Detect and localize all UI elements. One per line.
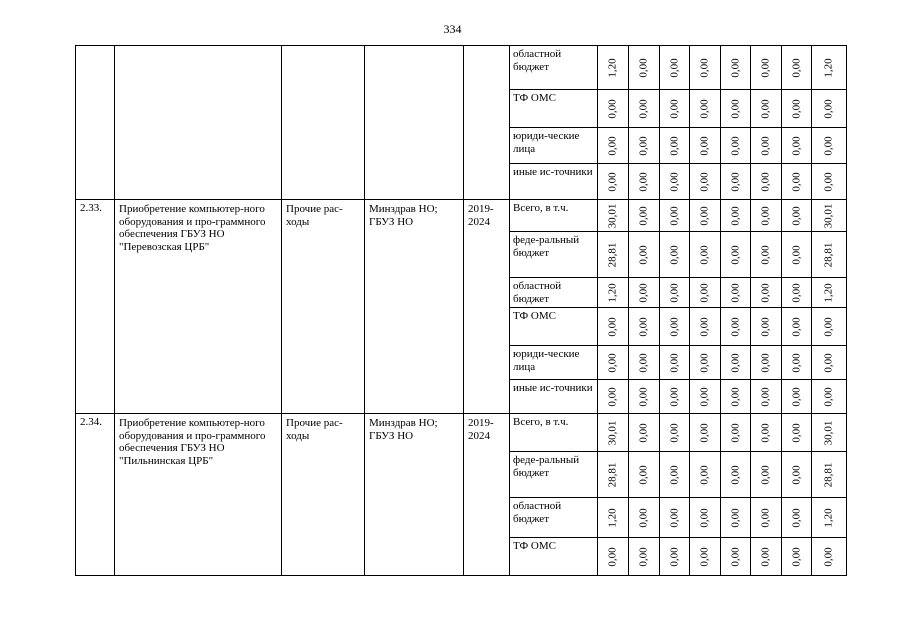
value-cell xyxy=(812,414,847,452)
value-text: 0,00 xyxy=(698,135,711,156)
value-text: 0,00 xyxy=(729,244,741,265)
value-cell xyxy=(721,498,751,538)
value-cell xyxy=(812,380,847,414)
value-text: 0,00 xyxy=(822,546,835,567)
value-cell xyxy=(660,128,690,164)
value-cell xyxy=(751,308,782,346)
value-text: 0,00 xyxy=(759,171,772,192)
value-cell xyxy=(660,232,690,278)
value-text: 0,00 xyxy=(698,57,711,78)
page-number: 334 xyxy=(443,22,462,36)
value-text: 1,20 xyxy=(822,507,835,528)
value-cell xyxy=(751,278,782,308)
value-text: 0,00 xyxy=(759,135,772,156)
value-cell xyxy=(812,90,847,128)
value-cell xyxy=(782,90,812,128)
value-text: 0,00 xyxy=(637,57,650,78)
value-cell xyxy=(782,380,812,414)
value-text: 0,00 xyxy=(606,386,619,407)
value-cell xyxy=(629,200,660,232)
value-text: 0,00 xyxy=(637,316,650,337)
value-cell xyxy=(751,164,782,200)
value-text: 0,00 xyxy=(790,282,802,303)
value-text: 0,00 xyxy=(698,352,711,373)
value-cell xyxy=(690,278,721,308)
value-text: 0,00 xyxy=(729,316,741,337)
value-text: 0,00 xyxy=(637,135,650,156)
item-name-cell: Приобретение компьютер-ного оборудования и про-граммного обеспечения ГБУЗ НО "Перевозская ЦРБ" xyxy=(115,200,282,414)
value-cell xyxy=(782,308,812,346)
value-cell xyxy=(660,278,690,308)
value-text: 0,00 xyxy=(790,171,802,192)
value-text: 30,01 xyxy=(822,203,835,228)
value-text: 0,00 xyxy=(729,386,741,407)
funding-source-cell: юриди-ческие лица xyxy=(510,346,598,380)
value-cell xyxy=(598,128,629,164)
value-cell xyxy=(660,90,690,128)
value-cell xyxy=(782,538,812,576)
value-cell xyxy=(782,452,812,498)
value-cell xyxy=(812,308,847,346)
value-cell xyxy=(629,452,660,498)
budget-table xyxy=(75,45,847,576)
value-cell xyxy=(812,538,847,576)
value-text: 0,00 xyxy=(790,205,802,226)
funding-source-cell: Всего, в т.ч. xyxy=(510,200,598,232)
value-cell xyxy=(598,200,629,232)
value-cell xyxy=(782,46,812,90)
executor-cell: Минздрав НО; ГБУЗ НО xyxy=(365,414,464,576)
value-cell xyxy=(598,498,629,538)
value-text: 28,81 xyxy=(822,242,835,267)
value-cell xyxy=(751,538,782,576)
value-cell xyxy=(629,498,660,538)
value-cell xyxy=(812,200,847,232)
value-cell xyxy=(598,452,629,498)
value-cell xyxy=(598,46,629,90)
value-text: 0,00 xyxy=(759,98,772,119)
value-text: 0,00 xyxy=(790,464,802,485)
expense-type-cell xyxy=(282,46,365,200)
value-cell xyxy=(690,538,721,576)
funding-source-cell: ТФ ОМС xyxy=(510,90,598,128)
value-cell xyxy=(721,452,751,498)
value-text: 0,00 xyxy=(759,422,772,443)
value-cell xyxy=(782,128,812,164)
item-number-cell: 2.33. xyxy=(76,200,115,414)
value-text: 0,00 xyxy=(606,316,619,337)
funding-source-cell: феде-ральный бюджет xyxy=(510,232,598,278)
value-cell xyxy=(812,164,847,200)
period-cell: 2019-2024 xyxy=(464,200,510,414)
item-name-cell xyxy=(115,46,282,200)
value-text: 0,00 xyxy=(698,98,711,119)
value-text: 1,20 xyxy=(822,57,835,78)
value-text: 0,00 xyxy=(668,205,680,226)
value-text: 0,00 xyxy=(759,282,772,303)
value-text: 0,00 xyxy=(637,282,650,303)
value-text: 0,00 xyxy=(637,352,650,373)
value-cell xyxy=(598,414,629,452)
value-text: 0,00 xyxy=(606,171,619,192)
value-cell xyxy=(782,200,812,232)
value-cell xyxy=(751,46,782,90)
funding-source-cell: Всего, в т.ч. xyxy=(510,414,598,452)
value-cell xyxy=(690,200,721,232)
value-cell xyxy=(721,414,751,452)
value-text: 0,00 xyxy=(668,316,680,337)
value-text: 0,00 xyxy=(729,352,741,373)
value-cell xyxy=(812,346,847,380)
item-name-cell: Приобретение компьютер-ного оборудования и про-граммного обеспечения ГБУЗ НО "Пильнинская ЦРБ" xyxy=(115,414,282,576)
value-cell xyxy=(782,414,812,452)
value-text: 0,00 xyxy=(729,422,741,443)
value-text: 0,00 xyxy=(698,507,711,528)
value-cell xyxy=(690,346,721,380)
value-text: 0,00 xyxy=(790,422,802,443)
value-text: 0,00 xyxy=(668,352,680,373)
value-cell xyxy=(660,308,690,346)
value-text: 0,00 xyxy=(668,98,680,119)
value-text: 0,00 xyxy=(668,282,680,303)
value-cell xyxy=(629,346,660,380)
value-text: 0,00 xyxy=(637,422,650,443)
value-text: 0,00 xyxy=(729,546,741,567)
value-text: 0,00 xyxy=(759,386,772,407)
value-cell xyxy=(812,232,847,278)
value-text: 0,00 xyxy=(698,464,711,485)
value-cell xyxy=(690,90,721,128)
value-text: 0,00 xyxy=(759,244,772,265)
value-text: 28,81 xyxy=(606,462,619,487)
value-cell xyxy=(721,128,751,164)
value-cell xyxy=(660,200,690,232)
value-text: 0,00 xyxy=(822,171,835,192)
value-cell xyxy=(782,232,812,278)
value-text: 0,00 xyxy=(759,507,772,528)
funding-source-cell: областной бюджет xyxy=(510,46,598,90)
value-text: 0,00 xyxy=(822,98,835,119)
value-text: 0,00 xyxy=(790,244,802,265)
value-text: 0,00 xyxy=(668,386,680,407)
value-cell xyxy=(721,90,751,128)
value-cell xyxy=(629,380,660,414)
value-cell xyxy=(690,308,721,346)
value-text: 30,01 xyxy=(822,420,835,445)
value-text: 0,00 xyxy=(790,546,802,567)
value-text: 0,00 xyxy=(668,135,680,156)
value-text: 0,00 xyxy=(637,98,650,119)
funding-source-cell: иные ис-точники xyxy=(510,164,598,200)
period-cell xyxy=(464,46,510,200)
value-text: 0,00 xyxy=(790,98,802,119)
value-text: 0,00 xyxy=(698,282,711,303)
value-cell xyxy=(751,90,782,128)
value-cell xyxy=(751,232,782,278)
value-cell xyxy=(660,46,690,90)
value-cell xyxy=(629,128,660,164)
executor-cell xyxy=(365,46,464,200)
value-cell xyxy=(690,498,721,538)
value-cell xyxy=(751,128,782,164)
value-cell xyxy=(812,278,847,308)
value-text: 0,00 xyxy=(637,464,650,485)
value-cell xyxy=(598,90,629,128)
value-cell xyxy=(782,498,812,538)
value-cell xyxy=(812,452,847,498)
value-cell xyxy=(629,46,660,90)
period-cell: 2019-2024 xyxy=(464,414,510,576)
value-text: 0,00 xyxy=(606,135,619,156)
value-text: 0,00 xyxy=(729,57,741,78)
value-cell xyxy=(598,308,629,346)
value-cell xyxy=(721,200,751,232)
value-text: 0,00 xyxy=(668,171,680,192)
value-cell xyxy=(751,200,782,232)
value-cell xyxy=(598,164,629,200)
table-row xyxy=(76,200,847,232)
value-cell xyxy=(690,380,721,414)
value-text: 0,00 xyxy=(668,57,680,78)
value-cell xyxy=(812,46,847,90)
value-text: 0,00 xyxy=(759,205,772,226)
value-text: 0,00 xyxy=(790,386,802,407)
item-number-cell xyxy=(76,46,115,200)
value-text: 1,20 xyxy=(606,282,619,303)
value-cell xyxy=(690,232,721,278)
value-text: 0,00 xyxy=(822,316,835,337)
funding-source-cell: юриди-ческие лица xyxy=(510,128,598,164)
value-text: 0,00 xyxy=(822,352,835,373)
value-cell xyxy=(660,164,690,200)
value-text: 0,00 xyxy=(668,244,680,265)
funding-source-cell: областной бюджет xyxy=(510,498,598,538)
value-text: 28,81 xyxy=(606,242,619,267)
value-cell xyxy=(690,128,721,164)
value-text: 0,00 xyxy=(668,546,680,567)
value-cell xyxy=(782,278,812,308)
funding-source-cell: ТФ ОМС xyxy=(510,538,598,576)
value-text: 0,00 xyxy=(729,171,741,192)
value-text: 0,00 xyxy=(790,352,802,373)
value-cell xyxy=(629,308,660,346)
value-cell xyxy=(751,498,782,538)
value-cell xyxy=(721,46,751,90)
value-text: 0,00 xyxy=(759,57,772,78)
value-cell xyxy=(660,346,690,380)
value-text: 0,00 xyxy=(698,386,711,407)
value-text: 30,01 xyxy=(606,420,619,445)
value-cell xyxy=(660,498,690,538)
value-text: 0,00 xyxy=(759,546,772,567)
value-text: 0,00 xyxy=(698,205,711,226)
expense-type-cell: Прочие рас-ходы xyxy=(282,200,365,414)
value-text: 0,00 xyxy=(637,244,650,265)
value-text: 0,00 xyxy=(668,464,680,485)
value-cell xyxy=(598,278,629,308)
value-cell xyxy=(721,538,751,576)
value-text: 0,00 xyxy=(698,546,711,567)
value-cell xyxy=(629,414,660,452)
value-cell xyxy=(690,164,721,200)
value-cell xyxy=(598,346,629,380)
value-text: 0,00 xyxy=(668,422,680,443)
value-cell xyxy=(660,380,690,414)
value-cell xyxy=(629,538,660,576)
value-text: 0,00 xyxy=(698,316,711,337)
value-text: 0,00 xyxy=(668,507,680,528)
value-text: 0,00 xyxy=(729,98,741,119)
value-text: 0,00 xyxy=(759,464,772,485)
value-cell xyxy=(782,346,812,380)
value-cell xyxy=(721,164,751,200)
value-text: 1,20 xyxy=(606,57,619,78)
value-text: 0,00 xyxy=(729,464,741,485)
value-text: 0,00 xyxy=(606,352,619,373)
value-text: 0,00 xyxy=(729,282,741,303)
value-cell xyxy=(629,164,660,200)
value-cell xyxy=(721,278,751,308)
value-cell xyxy=(598,538,629,576)
value-cell xyxy=(690,452,721,498)
value-text: 0,00 xyxy=(759,316,772,337)
value-cell xyxy=(721,308,751,346)
item-number-cell: 2.34. xyxy=(76,414,115,576)
value-cell xyxy=(690,414,721,452)
value-text: 0,00 xyxy=(790,57,802,78)
table-row xyxy=(76,46,847,90)
value-text: 28,81 xyxy=(822,462,835,487)
value-text: 1,20 xyxy=(822,282,835,303)
value-text: 0,00 xyxy=(729,205,741,226)
value-cell xyxy=(721,232,751,278)
expense-type-cell: Прочие рас-ходы xyxy=(282,414,365,576)
value-cell xyxy=(660,538,690,576)
value-cell xyxy=(629,278,660,308)
value-text: 0,00 xyxy=(606,98,619,119)
funding-source-cell: иные ис-точники xyxy=(510,380,598,414)
value-cell xyxy=(782,164,812,200)
value-text: 0,00 xyxy=(698,171,711,192)
funding-source-cell: областной бюджет xyxy=(510,278,598,308)
value-cell xyxy=(812,128,847,164)
executor-cell: Минздрав НО; ГБУЗ НО xyxy=(365,200,464,414)
value-text: 0,00 xyxy=(729,507,741,528)
value-text: 0,00 xyxy=(698,244,711,265)
value-text: 30,01 xyxy=(606,203,619,228)
funding-source-cell: феде-ральный бюджет xyxy=(510,452,598,498)
value-text: 0,00 xyxy=(637,386,650,407)
value-cell xyxy=(660,452,690,498)
value-text: 0,00 xyxy=(637,205,650,226)
value-text: 0,00 xyxy=(790,507,802,528)
value-cell xyxy=(751,414,782,452)
value-text: 0,00 xyxy=(729,135,741,156)
value-cell xyxy=(751,452,782,498)
value-cell xyxy=(812,498,847,538)
value-text: 1,20 xyxy=(606,507,619,528)
value-cell xyxy=(660,414,690,452)
value-cell xyxy=(751,380,782,414)
value-text: 0,00 xyxy=(637,546,650,567)
value-text: 0,00 xyxy=(759,352,772,373)
value-cell xyxy=(751,346,782,380)
value-text: 0,00 xyxy=(822,386,835,407)
funding-source-cell: ТФ ОМС xyxy=(510,308,598,346)
value-text: 0,00 xyxy=(698,422,711,443)
value-text: 0,00 xyxy=(606,546,619,567)
value-cell xyxy=(598,380,629,414)
value-cell xyxy=(721,380,751,414)
value-cell xyxy=(690,46,721,90)
value-text: 0,00 xyxy=(637,507,650,528)
value-text: 0,00 xyxy=(822,135,835,156)
value-text: 0,00 xyxy=(790,316,802,337)
table-row xyxy=(76,414,847,452)
value-cell xyxy=(629,232,660,278)
value-cell xyxy=(598,232,629,278)
value-cell xyxy=(721,346,751,380)
value-cell xyxy=(629,90,660,128)
value-text: 0,00 xyxy=(790,135,802,156)
value-text: 0,00 xyxy=(637,171,650,192)
